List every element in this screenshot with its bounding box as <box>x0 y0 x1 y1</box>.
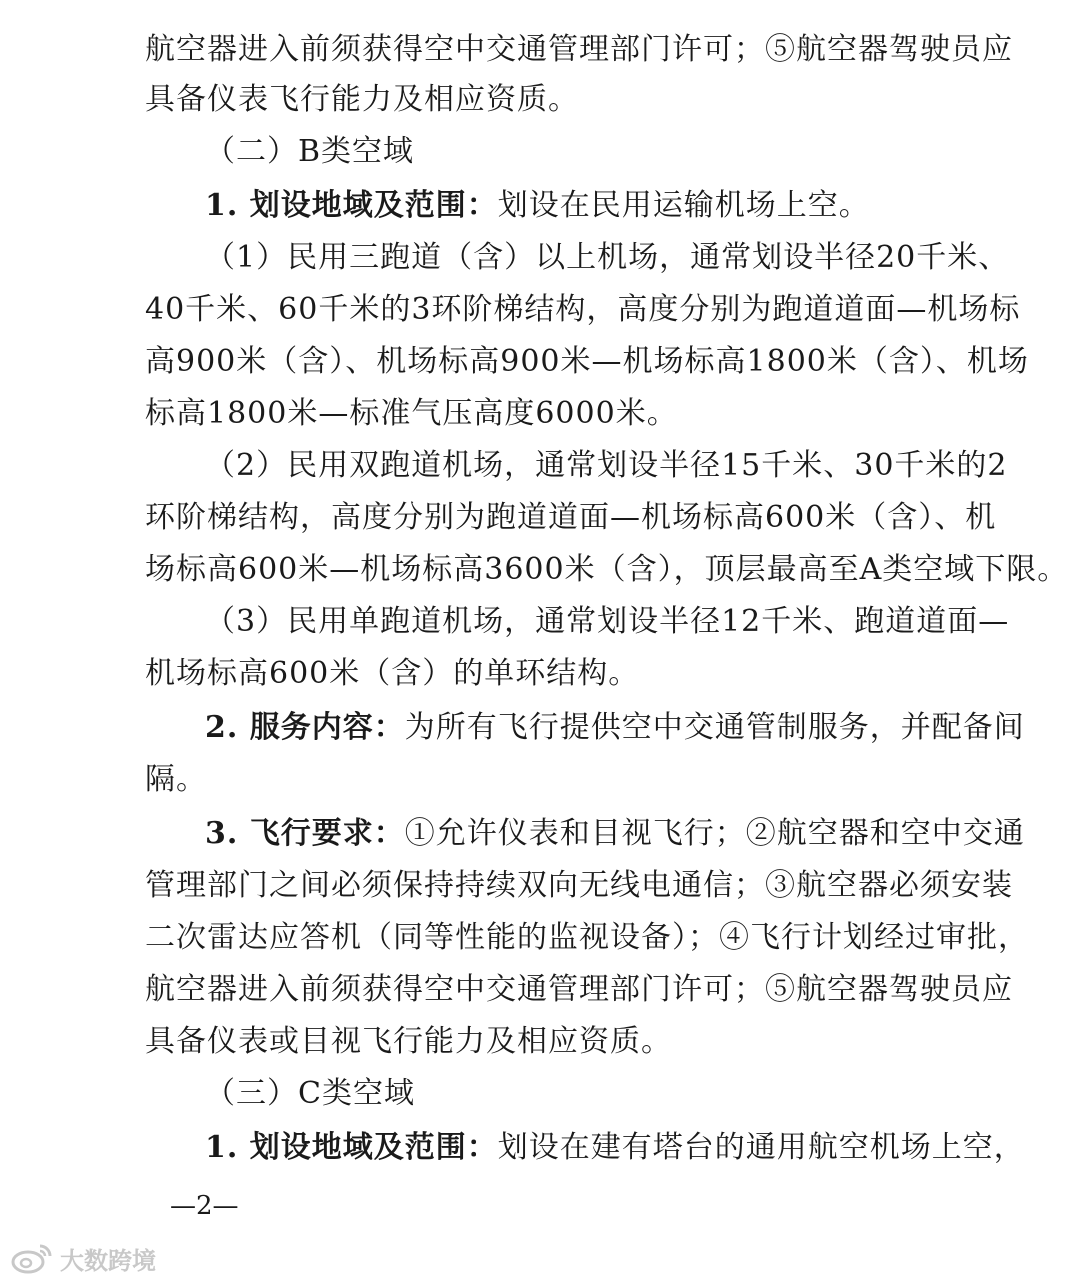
text-line: （2）民用双跑道机场，通常划设半径15千米、30千米的2 <box>205 448 1008 483</box>
section-heading: （二）B类空域 <box>205 134 415 169</box>
watermark-text: 大数跨境 <box>60 1246 156 1275</box>
text-line: 1. 划设地域及范围：划设在建有塔台的通用航空机场上空， <box>205 1130 1025 1165</box>
text-line: 1. 划设地域及范围：划设在民用运输机场上空。 <box>205 188 870 223</box>
text-line: 40千米、60千米的3环阶梯结构，高度分别为跑道道面—机场标 <box>145 292 1021 327</box>
watermark <box>10 1240 156 1276</box>
text-line: （1）民用三跑道（含）以上机场，通常划设半径20千米、 <box>205 240 1010 275</box>
page-number: —2— <box>170 1191 239 1221</box>
text-line: 3. 飞行要求：①允许仪表和目视飞行；②航空器和空中交通 <box>205 816 1025 851</box>
text-line: 隔。 <box>145 762 207 797</box>
weibo-logo-icon <box>10 1242 54 1274</box>
text-line: 航空器进入前须获得空中交通管理部门许可；⑤航空器驾驶员应 <box>145 32 1013 67</box>
text-line: 场标高600米—机场标高3600米（含），顶层最高至A类空域下限。 <box>145 552 1069 587</box>
text-line: 机场标高600米（含）的单环结构。 <box>145 656 640 691</box>
text-line: 高900米（含）、机场标高900米—机场标高1800米（含）、机场 <box>145 344 1029 379</box>
text-line: （3）民用单跑道机场，通常划设半径12千米、跑道道面— <box>205 604 1010 639</box>
text-line: 具备仪表或目视飞行能力及相应资质。 <box>145 1024 672 1059</box>
text-line: 环阶梯结构，高度分别为跑道道面—机场标高600米（含）、机 <box>145 500 997 535</box>
text-line: 标高1800米—标准气压高度6000米。 <box>145 396 678 431</box>
text-line: 航空器进入前须获得空中交通管理部门许可；⑤航空器驾驶员应 <box>145 972 1013 1007</box>
text-line: 管理部门之间必须保持持续双向无线电通信；③航空器必须安装 <box>145 868 1013 903</box>
section-heading: （三）C类空域 <box>205 1076 415 1111</box>
text-line: 具备仪表飞行能力及相应资质。 <box>145 82 579 117</box>
text-line: 2. 服务内容：为所有飞行提供空中交通管制服务，并配备间 <box>205 710 1025 745</box>
text-line: 二次雷达应答机（同等性能的监视设备）；④飞行计划经过审批， <box>145 920 1029 955</box>
